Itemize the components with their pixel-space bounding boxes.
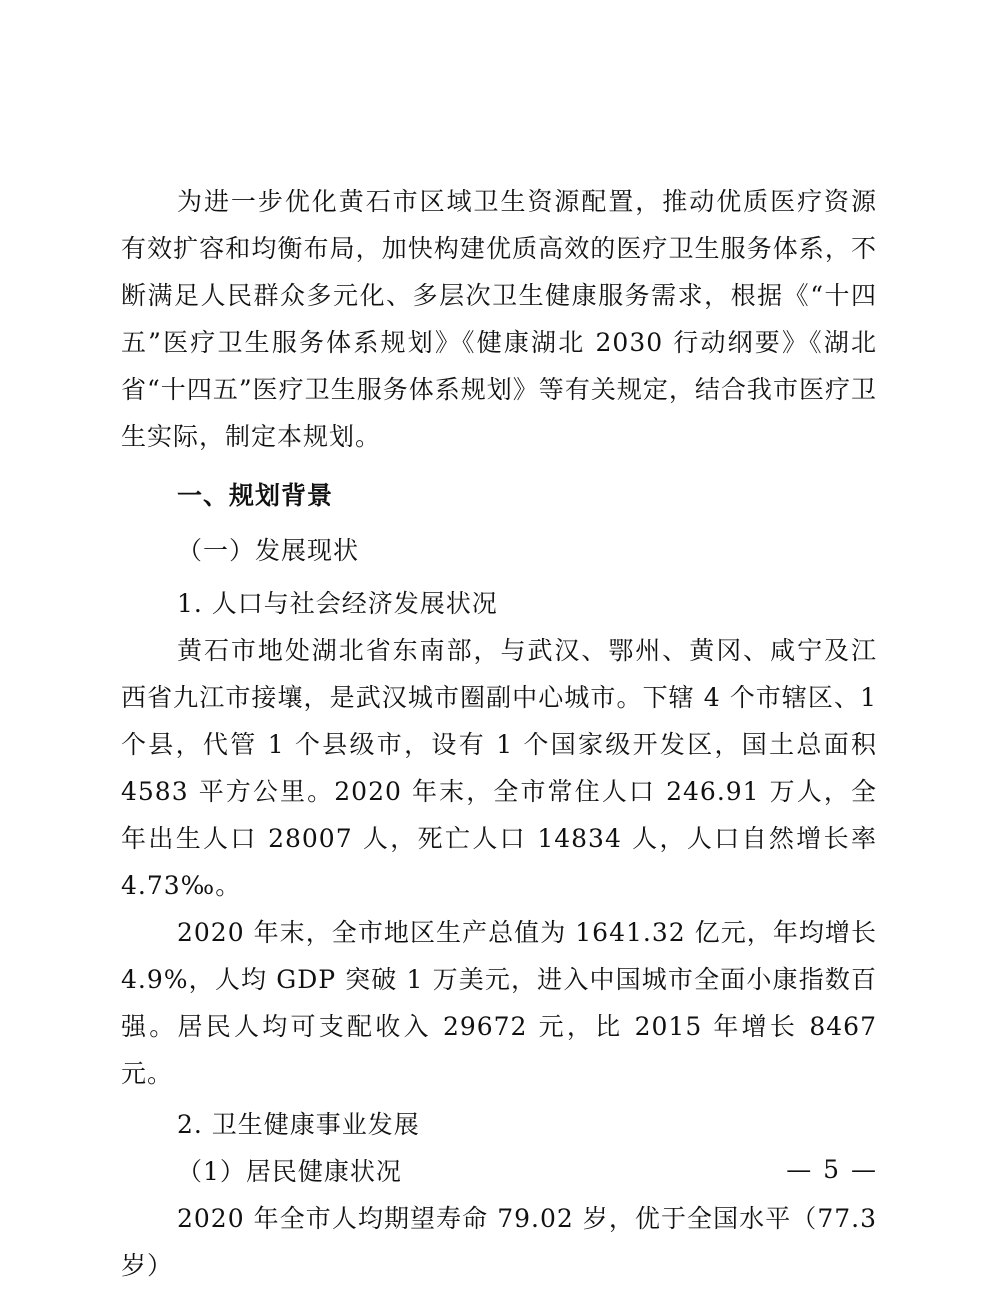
item2-sub1-title: （1）居民健康状况 (177, 1157, 402, 1186)
item1-paragraph-1: 黄石市地处湖北省东南部，与武汉、鄂州、黄冈、咸宁及江西省九江市接壤，是武汉城市圈副中心城市。下辖 4 个市辖区、1 个县，代管 1 个县级市，设有 1 个国家级开发区，国土总面积 4583 平方公里。2020 年末，全市常住人口 246.91 万人，全年出生人口 28007 人，死亡人口 14834 人，人口自然增长率 4.73‰。 (121, 636, 877, 900)
item1-title: 1. 人口与社会经济发展状况 (177, 589, 498, 618)
document-body (121, 178, 877, 1289)
item1-paragraph-2: 2020 年末，全市地区生产总值为 1641.32 亿元，年均增长 4.9%，人均 GDP 突破 1 万美元，进入中国城市全面小康指数百强。居民人均可支配收入 29672 元，比 2015 年增长 8467 元。 (121, 918, 877, 1088)
subsection-title: （一）发展现状 (177, 536, 360, 565)
page-number: — 5 — (786, 1155, 878, 1184)
intro-paragraph: 为进一步优化黄石市区域卫生资源配置，推动优质医疗资源有效扩容和均衡布局，加快构建优质高效的医疗卫生服务体系，不断满足人民群众多元化、多层次卫生健康服务需求，根据《“十四五”医疗卫生服务体系规划》《健康湖北 2030 行动纲要》《湖北省“十四五”医疗卫生服务体系规划》等有关规定，结合我市医疗卫生实际，制定本规划。 (121, 187, 877, 451)
item2-title: 2. 卫生健康事业发展 (177, 1110, 420, 1139)
item2-sub1-paragraph: 2020 年全市人均期望寿命 79.02 岁，优于全国水平（77.3 岁） (121, 1204, 877, 1280)
section-title: 一、规划背景 (177, 481, 334, 510)
